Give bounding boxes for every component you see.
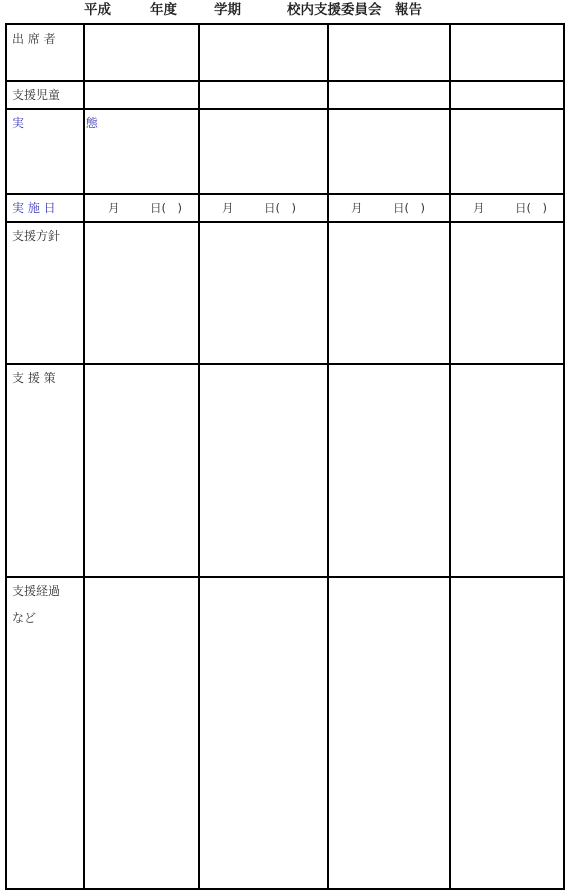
column-divider-1 <box>83 23 85 890</box>
row-divider-5 <box>5 363 565 365</box>
table-border-bottom <box>5 888 565 890</box>
label-child: 支援児童 <box>12 88 61 102</box>
table-border-top <box>5 23 565 25</box>
row-divider-3 <box>5 193 565 195</box>
label-measures: 支 援 策 <box>12 371 56 385</box>
date-month-label: 月 <box>108 201 120 215</box>
date-day-label: 日( ) <box>515 201 547 215</box>
header-year: 年度 <box>150 2 177 18</box>
table-border-left <box>5 23 7 890</box>
header-era: 平成 <box>84 2 111 18</box>
header-term: 学期 <box>214 2 241 18</box>
label-situation: 実 態 <box>12 116 127 130</box>
date-day-label: 日( ) <box>393 201 425 215</box>
date-day-label: 日( ) <box>150 201 182 215</box>
table-border-right <box>563 23 565 890</box>
date-month-label: 月 <box>351 201 363 215</box>
row-divider-4 <box>5 221 565 223</box>
label-progress <box>12 584 60 625</box>
date-month-label: 月 <box>473 201 485 215</box>
header-report-title: 校内支援委員会 報告 <box>287 2 422 18</box>
row-divider-1 <box>5 80 565 82</box>
label-progress-line1: 支援経過 <box>12 584 61 598</box>
date-month-label: 月 <box>222 201 234 215</box>
row-divider-6 <box>5 576 565 578</box>
column-divider-4 <box>449 23 451 890</box>
column-divider-2 <box>198 23 200 890</box>
label-attendees: 出 席 者 <box>12 32 56 46</box>
label-progress-line2: など <box>12 611 37 625</box>
label-policy: 支援方針 <box>12 229 61 243</box>
row-divider-2 <box>5 108 565 110</box>
label-date: 実 施 日 <box>12 201 56 215</box>
column-divider-3 <box>327 23 329 890</box>
date-day-label: 日( ) <box>264 201 296 215</box>
